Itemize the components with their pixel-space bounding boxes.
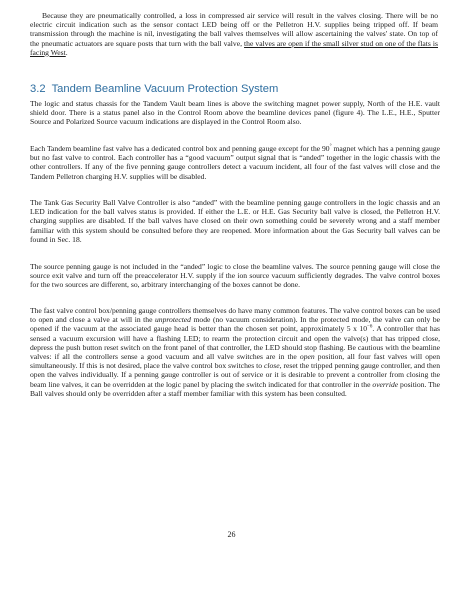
paragraph-source-penning-gauge: The source penning gauge is not included in the “anded” logic to close the beamline valves. The source penning gauge will close the source exit valve and turn off the preaccelerator H.V. supply if the ion source vacuum sufficiently degrades. The valve control boxes for the two sources are different, so, arbitrary interchanging of the boxes cannot be done. xyxy=(30,262,440,290)
paragraph-text-end: . xyxy=(65,47,68,57)
exponent: −6 xyxy=(367,324,373,330)
paragraph-text: The fast valve control box/penning gauge controllers themselves do have many common features. The valve control boxes can be used to open and close a valve at will in the xyxy=(30,306,440,325)
section-number: 3.2 xyxy=(30,83,46,95)
paragraph-text-cont: magnet which has a penning gauge but no fast valve to control. Each controller has a “good vacuum” output signal that is “anded” together in the logic chassis with the other controllers. If any of the five penning gauge controllers detect a vacuum incident, all four of the fast valves will close and the Tandem Pelletron charging H.V. supplies will be disabled. xyxy=(30,144,441,181)
paragraph-logic-chassis: The logic and status chassis for the Tandem Vault beam lines is above the switching magnet power supply, North of the H.E. vault shield door. There is a status panel also in the Control Room above the beamline devices panel (figure 4). The L.E., H.E., Sputter Source and Polarized Source vacuum indications are displayed in the Control Room also. xyxy=(30,99,440,127)
paragraph-gas-security: The Tank Gas Security Ball Valve Controller is also “anded” with the beamline penning gauge controllers in the logic chassis and an LED indication for the ball valves status is provided. If either the L.E. or H.E. Gas Security ball valve is closed, the Pelletron H.V. charging supplies are disabled. If the ball valves have closed on their own something could be severely wrong and a staff member familiar with this system should be consulted before they are reopened. More information about the Gas Security ball valves can be found in Sec. 18. xyxy=(30,198,440,244)
paragraph-text: position. The Ball valves should only be overridden after a staff member familiar with this system has been consulted. xyxy=(30,379,440,398)
paragraph-text: Because they are pneumatically controlled, a loss in compressed air service will result in the valves closing. There will be no electric circuit indication such as the sensor contact LED being off or the Pelletron H.V. supplies being tripped off. If beam transmission through the machine is nil, investigating the ball valves themselves will allow ascertaining the valves' state. On top of the pneumatic actuators are square posts that turn with the ball valve, xyxy=(30,11,438,48)
paragraph-pneumatic-valves xyxy=(30,11,438,57)
emphasis-open: open xyxy=(299,352,315,362)
paragraph-text: , reset the tripped penning gauge controller, and then open the valves individually. If a penning gauge controller is out of service or it is desirable to prevent a controller from closing the beam line valves, it can be overridden at the logic panel by placing the switch indicated for that controller in the xyxy=(30,361,440,389)
paragraph-fast-valves xyxy=(30,144,440,181)
paragraph-controller-features xyxy=(30,306,440,398)
paragraph-text: . A controller that has sensed a vacuum excursion will have a flashing LED; to rearm the protection circuit and open the valve(s) that has tripped close, depress the push button reset switch on the front panel of that controller, the LED should stop flashing. Be cautious with the beamline valves: if all the controllers sense a good vacuum and all valve switches are in the xyxy=(30,324,440,362)
paragraph-text: Each Tandem beamline fast valve has a dedicated control box and penning gauge except for the 90 xyxy=(30,144,330,153)
page-number: 26 xyxy=(227,530,236,539)
emphasis-unprotected: unprotected xyxy=(154,315,191,325)
section-heading xyxy=(30,83,440,95)
emphasis-override: override xyxy=(372,379,399,389)
paragraph-text: mode (no vacuum consideration). In the protected mode, the valve can only be opened if the vacuum at the associated gauge head is better than the chosen set point, approximately 5 x 10 xyxy=(30,315,440,334)
emphasis-close: close xyxy=(264,361,280,371)
section-title: Tandem Beamline Vacuum Protection System xyxy=(51,83,279,95)
underlined-open-state-note: the valves are open if the small silver stud on one of the flats is facing West xyxy=(30,38,438,57)
paragraph-text: position, all four fast valves will open simultaneously. If this is not desired, place the valve control box switches to xyxy=(30,352,440,371)
degree-symbol: ° xyxy=(329,144,332,150)
